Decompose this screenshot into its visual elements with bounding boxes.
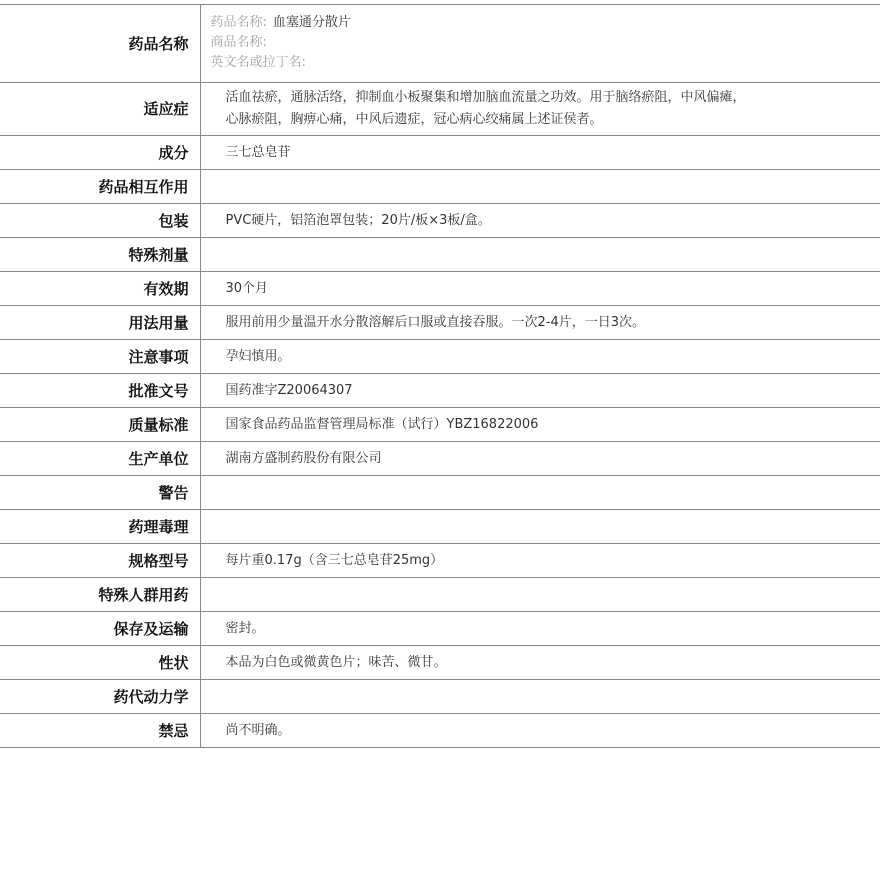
row-label: 禁忌 xyxy=(0,714,200,748)
row-value xyxy=(200,170,880,204)
table-row xyxy=(0,510,880,544)
table-row xyxy=(0,306,880,340)
row-value xyxy=(200,476,880,510)
generic-name-value: 血塞通分散片 xyxy=(272,15,351,30)
row-label: 批准文号 xyxy=(0,374,200,408)
indication-line-2: 心脉瘀阻，胸痹心痛，中风后遗症，冠心病心绞痛属上述证侯者。 xyxy=(225,112,603,127)
row-label: 注意事项 xyxy=(0,340,200,374)
generic-name-line xyxy=(211,13,880,33)
row-value: 每片重0.17g（含三七总皂苷25mg） xyxy=(225,552,444,568)
row-value: 本品为白色或微黄色片；味苦、微甘。 xyxy=(225,654,447,670)
row-label: 用法用量 xyxy=(0,306,200,340)
row-value: 三七总皂苷 xyxy=(225,144,291,160)
row-value xyxy=(200,680,880,714)
row-label: 质量标准 xyxy=(0,408,200,442)
row-label: 适应症 xyxy=(0,83,200,136)
row-label: 性状 xyxy=(0,646,200,680)
table-row xyxy=(0,646,880,680)
row-value xyxy=(200,578,880,612)
row-label: 生产单位 xyxy=(0,442,200,476)
table-row xyxy=(0,612,880,646)
table-row xyxy=(0,578,880,612)
row-value xyxy=(200,238,880,272)
row-label: 特殊剂量 xyxy=(0,238,200,272)
row-value: 30个月 xyxy=(225,280,269,296)
row-label: 成分 xyxy=(0,136,200,170)
row-label: 药代动力学 xyxy=(0,680,200,714)
row-value: 国药准字Z20064307 xyxy=(225,382,353,398)
table-row xyxy=(0,238,880,272)
table-row xyxy=(0,476,880,510)
generic-name-key: 药品名称: xyxy=(210,15,267,30)
table-row xyxy=(0,442,880,476)
row-value: 服用前用少量温开水分散溶解后口服或直接吞服。一次2-4片，一日3次。 xyxy=(225,314,646,330)
table-row xyxy=(0,272,880,306)
english-name-line xyxy=(211,53,880,73)
drug-spec-table xyxy=(0,4,880,748)
trade-name-line xyxy=(211,33,880,53)
row-label: 特殊人群用药 xyxy=(0,578,200,612)
row-value: 湖南方盛制药股份有限公司 xyxy=(225,450,382,466)
row-value: 尚不明确。 xyxy=(225,722,291,738)
row-indication xyxy=(0,83,880,136)
row-label: 包装 xyxy=(0,204,200,238)
table-row xyxy=(0,714,880,748)
row-label: 药品名称 xyxy=(0,5,200,83)
table-row xyxy=(0,544,880,578)
row-value: 密封。 xyxy=(225,620,265,636)
drug-name-cell xyxy=(200,5,880,83)
trade-name-key: 商品名称: xyxy=(210,35,267,50)
english-name-key: 英文名或拉丁名: xyxy=(210,55,306,70)
row-value: 国家食品药品监督管理局标准（试行）YBZ16822006 xyxy=(225,416,539,432)
indication-value xyxy=(200,83,880,136)
table-row xyxy=(0,136,880,170)
indication-line-1: 活血祛瘀，通脉活络，抑制血小板聚集和增加脑血流量之功效。用于脑络瘀阻，中风偏瘫， xyxy=(225,90,746,105)
table-row xyxy=(0,680,880,714)
table-row xyxy=(0,374,880,408)
row-label: 有效期 xyxy=(0,272,200,306)
row-label: 保存及运输 xyxy=(0,612,200,646)
table-row xyxy=(0,408,880,442)
row-label: 规格型号 xyxy=(0,544,200,578)
row-value: PVC硬片，铝箔泡罩包装；20片/板×3板/盒。 xyxy=(225,212,491,228)
table-row xyxy=(0,340,880,374)
row-label: 警告 xyxy=(0,476,200,510)
table-row xyxy=(0,170,880,204)
row-value xyxy=(200,510,880,544)
table-row xyxy=(0,204,880,238)
row-label: 药品相互作用 xyxy=(0,170,200,204)
row-value: 孕妇慎用。 xyxy=(225,348,291,364)
row-drug-name xyxy=(0,5,880,83)
row-label: 药理毒理 xyxy=(0,510,200,544)
